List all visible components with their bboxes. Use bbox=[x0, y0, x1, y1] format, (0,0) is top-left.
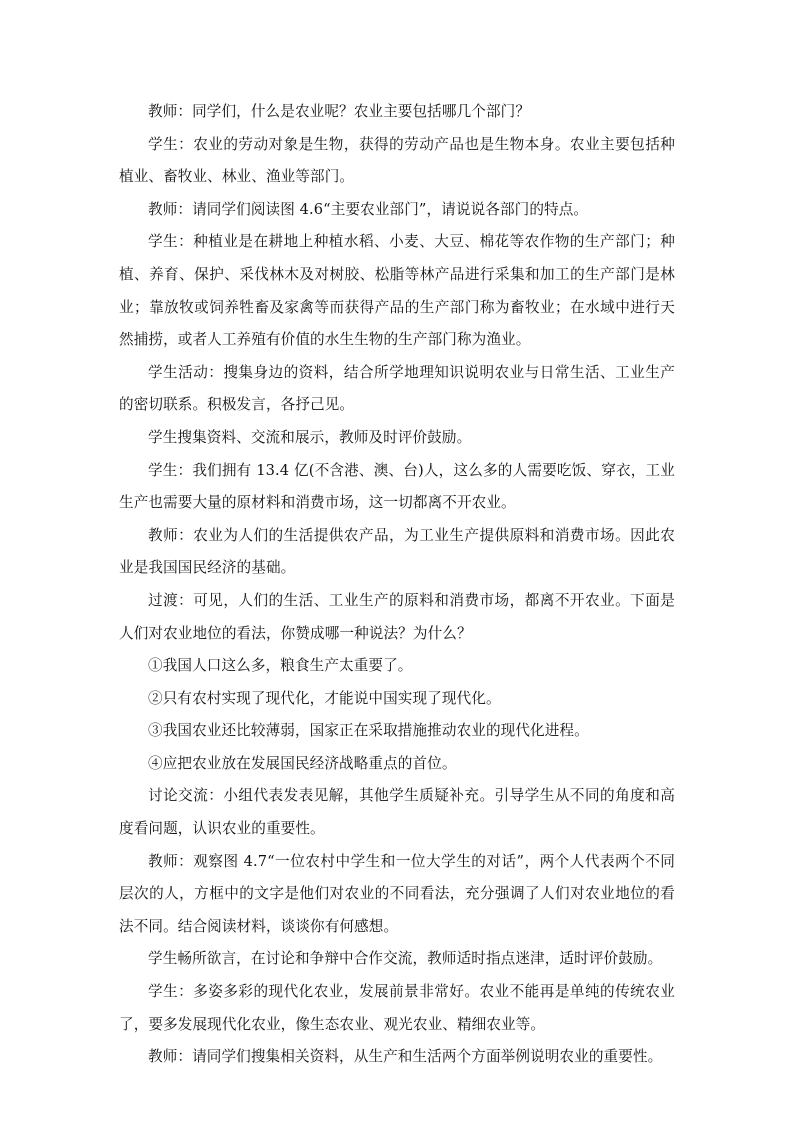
paragraph-teacher-question: 教师：同学们，什么是农业呢？农业主要包括哪几个部门？ bbox=[148, 103, 531, 120]
paragraph-transition: 过渡：可见，人们的生活、工业生产的原料和消费市场，都离不开农业。下面是人们对农业地位的看法，你赞成哪一种说法？为什么？ bbox=[119, 591, 675, 642]
paragraph-option-4: ④应把农业放在发展国民经济战略重点的首位。 bbox=[148, 754, 457, 772]
paragraph-teacher-figure-4-7: 教师：观察图 4.7“一位农村中学生和一位大学生的对话”，两个人代表两个不同层次的人，方框中的文字是他们对农业的不同看法，充分强调了人们对农业地位的看法不同。结合阅读材料，谈谈你有何感想。 bbox=[119, 852, 675, 935]
paragraph-discussion: 讨论交流：小组代表发表见解，其他学生质疑补充。引导学生从不同的角度和高度看问题，认识农业的重要性。 bbox=[119, 787, 675, 838]
paragraph-option-3: ③我国农业还比较薄弱，国家正在采取措施推动农业的现代化进程。 bbox=[148, 722, 589, 740]
document-body bbox=[119, 96, 675, 1074]
paragraph-teacher-agriculture-basis: 教师：农业为人们的生活提供农产品，为工业生产提供原料和消费市场。因此农业是我国国民经济的基础。 bbox=[119, 526, 675, 577]
paragraph-option-1: ①我国人口这么多，粮食生产太重要了。 bbox=[148, 657, 413, 675]
paragraph-student-collect-materials: 学生搜集资料、交流和展示，教师及时评价鼓励。 bbox=[148, 428, 472, 446]
paragraph-student-population: 学生：我们拥有 13.4 亿(不含港、澳、台)人，这么多的人需要吃饭、穿衣，工业生产也需要大量的原材料和消费市场，这一切都离不开农业。 bbox=[119, 461, 675, 512]
paragraph-student-free-discussion: 学生畅所欲言，在讨论和争辩中合作交流，教师适时指点迷津，适时评价鼓励。 bbox=[148, 950, 663, 968]
paragraph-student-activity: 学生活动：搜集身边的资料，结合所学地理知识说明农业与日常生活、工业生产的密切联系。积极发言，各抒己见。 bbox=[119, 363, 675, 414]
paragraph-student-answer-departments: 学生：农业的劳动对象是生物，获得的劳动产品也是生物本身。农业主要包括种植业、畜牧业、林业、渔业等部门。 bbox=[119, 135, 675, 186]
paragraph-option-2: ②只有农村实现了现代化，才能说中国实现了现代化。 bbox=[148, 689, 501, 707]
paragraph-teacher-figure-4-6: 教师：请同学们阅读图 4.6“主要农业部门”，请说说各部门的特点。 bbox=[148, 200, 589, 218]
paragraph-student-department-features: 学生：种植业是在耕地上种植水稻、小麦、大豆、棉花等农作物的生产部门；种植、养育、保护、采伐林木及对树胶、松脂等林产品进行采集和加工的生产部门是林业；靠放牧或饲养牲畜及家禽等而获得产品的生产部门称为畜牧业；在水域中进行天然捕捞，或者人工养殖有价值的水生生物的生产部门称为渔业。 bbox=[119, 233, 675, 349]
paragraph-student-modern-agriculture: 学生：多姿多彩的现代化农业，发展前景非常好。农业不能再是单纯的传统农业了，要多发展现代化农业，像生态农业、观光农业、精细农业等。 bbox=[119, 983, 675, 1033]
paragraph-teacher-assignment: 教师：请同学们搜集相关资料，从生产和生活两个方面举例说明农业的重要性。 bbox=[148, 1048, 663, 1066]
